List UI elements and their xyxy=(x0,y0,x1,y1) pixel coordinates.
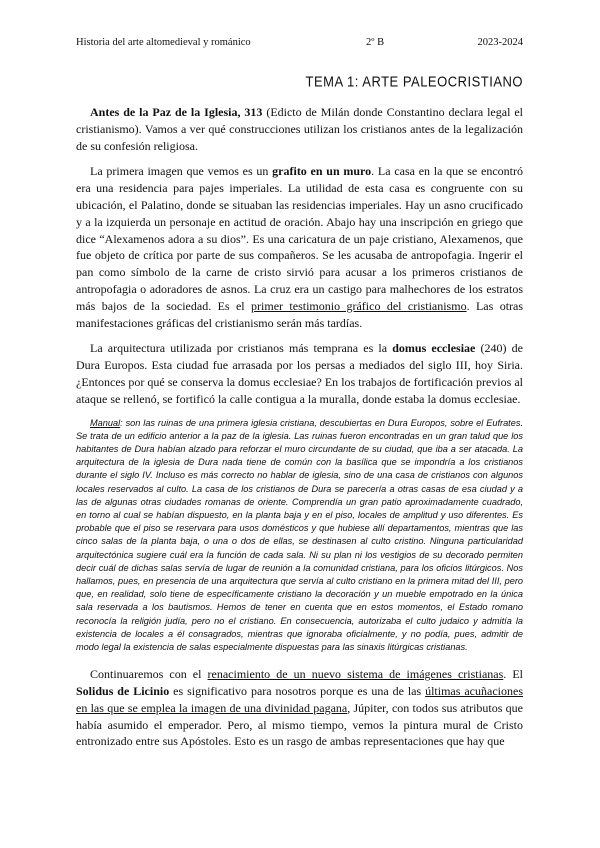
bold-graffiti: grafito en un muro xyxy=(272,164,372,179)
underline-renaissance: renacimiento de un nuevo sistema de imágenes cristianas xyxy=(207,667,504,682)
paragraph-1: Antes de la Paz de la Iglesia, 313 (Edicto de Milán donde Constantino declara legal el cristianismo). Vamos a ver qué construcciones utilizan los cristianos antes de la legalización de su confesión religiosa. xyxy=(76,105,523,153)
manual-quote: Manual: son las ruinas de una primera iglesia cristiana, descubiertas en Dura Europos, sobre el Eufrates. Se trata de un edificio anterior a la paz de la iglesia. Las ruinas fueron encontradas en un gran talud que los habitantes de Dura habían alzado para reforzar el muro circundante de su ciudad, que iba a ser atacada. La arquitectura de la iglesia de Dura nada tiene de común con la basílica que se impondría a los cristianos durante el siglo IV. Incluso es más correcto no hablar de iglesia, sino de una casa de cristianos con algunos locales reservados al culto. La casa de los cristianos de Dura se parecería a otras casas de esa ciudad y a las de algunas otras ciudades romanas de oriente. Comprendía un gran patio aproximadamente cuadrado, en torno al cual se habían dispuesto, en la planta baja y en el piso, locales de amplitud y uso diferentes. Es probable que el piso se reservara para usos domésticos y que hubiese allí departamentos, mientras que las cinco salas de la planta baja, o una o dos de ellas, se destinasen al culto cristino. Ninguna particularidad arquitectónica sugiere cuál era la función de cada sala. Ni su plan ni los vestigios de su decorado permiten decir cuál de dichas salas servía de lugar de reunión a la comunidad cristiana, para los oficios litúrgicos. Nos hallamos, pues, en presencia de una arquitectura que servía al culto cristiano en la primera mitad del III, pero que, en realidad, solo tiene de específicamente cristiano la decoración y un mueble empotrado en la única sala reservada a los bautismos. Hemos de tener en cuenta que en estos momentos, el Estado romano reconocía la religión judía, pero no el cristiano. En consecuencia, autorizaba el culto judaico y admitía la existencia de locales a él consagrados, mientras que ignoraba oficialmente, y no podía, pues, admitir de modo legal la existencia de salas especialmente dispuestas para las sinaxis litúrgicas cristianas. xyxy=(76,417,523,652)
page-title: TEMA 1: ARTE PALEOCRISTIANO xyxy=(305,72,523,91)
document-body xyxy=(76,104,523,759)
underline-first-testimony: primer testimonio gráfico del cristianismo xyxy=(251,298,467,313)
paragraph-2: La primera imagen que vemos es un grafito en un muro. La casa en la que se encontró era una residencia para pajes imperiales. La utilidad de esta casa es congruente con su ubicación, el Palatino, donde se situaban las residencias imperiales. Hay un asno crucificado y a la izquierda un personaje en actitud de oración. Abajo hay una inscripción en griego que dice “Alexamenos adora a su dios”. Es una caricatura de un paje cristiano, Alexamenos, que fue objeto de crítica por parte de sus compañeros. Se les acusaba de antropofagia. Ingerir el pan como símbolo de la carne de cristo sirvió para acusar a los primeros cristianos de antropofagia o adoradores de asnos. La cruz era un castigo para malhechores de los estratos más bajos de la sociedad. Es el primer testimonio gráfico del cristianismo. Las otras manifestaciones gráficas del cristianismo serán más tardías. xyxy=(76,164,524,330)
manual-label: Manual xyxy=(90,417,121,428)
bold-solidus: Solidus de Licinio xyxy=(76,684,170,698)
header-grade: 2º B xyxy=(366,37,385,48)
bold-domus-ecclesiae: domus ecclesiae xyxy=(392,341,476,356)
paragraph-3: La arquitectura utilizada por cristianos más temprana es la domus ecclesiae (240) de Dura Europos. Esta ciudad fue arrasada por los persas a mediados del siglo III, hoy Siria. ¿Entonces por qué se conserva la domus ecclesiae? En los trabajos de fortificación previos al ataque se rellenó, se fortificó la calle contigua a la muralla, donde estaba la domus ecclesiae. xyxy=(76,341,523,406)
page-header xyxy=(76,37,523,53)
header-course: Historia del arte altomedieval y románico xyxy=(76,37,251,48)
underline-last-coinage: últimas acuñaciones en las que se emplea la imagen de una divinidad pagana xyxy=(76,684,523,715)
header-year: 2023-2024 xyxy=(477,37,523,48)
bold-peace-of-church: Antes de la Paz de la Iglesia, 313 xyxy=(90,105,263,119)
paragraph-4: Continuaremos con el renacimiento de un nuevo sistema de imágenes cristianas. El Solidus de Licinio es significativo para nosotros porque es una de las últimas acuñaciones en las que se emplea la imagen de una divinidad pagana, Júpiter, con todos sus atributos que había asumido el emperador. Pero, al mismo tiempo, vemos la pintura mural de Cristo entronizado entre sus Apóstoles. Esto es un rasgo de ambas representaciones que hay que xyxy=(76,667,523,749)
